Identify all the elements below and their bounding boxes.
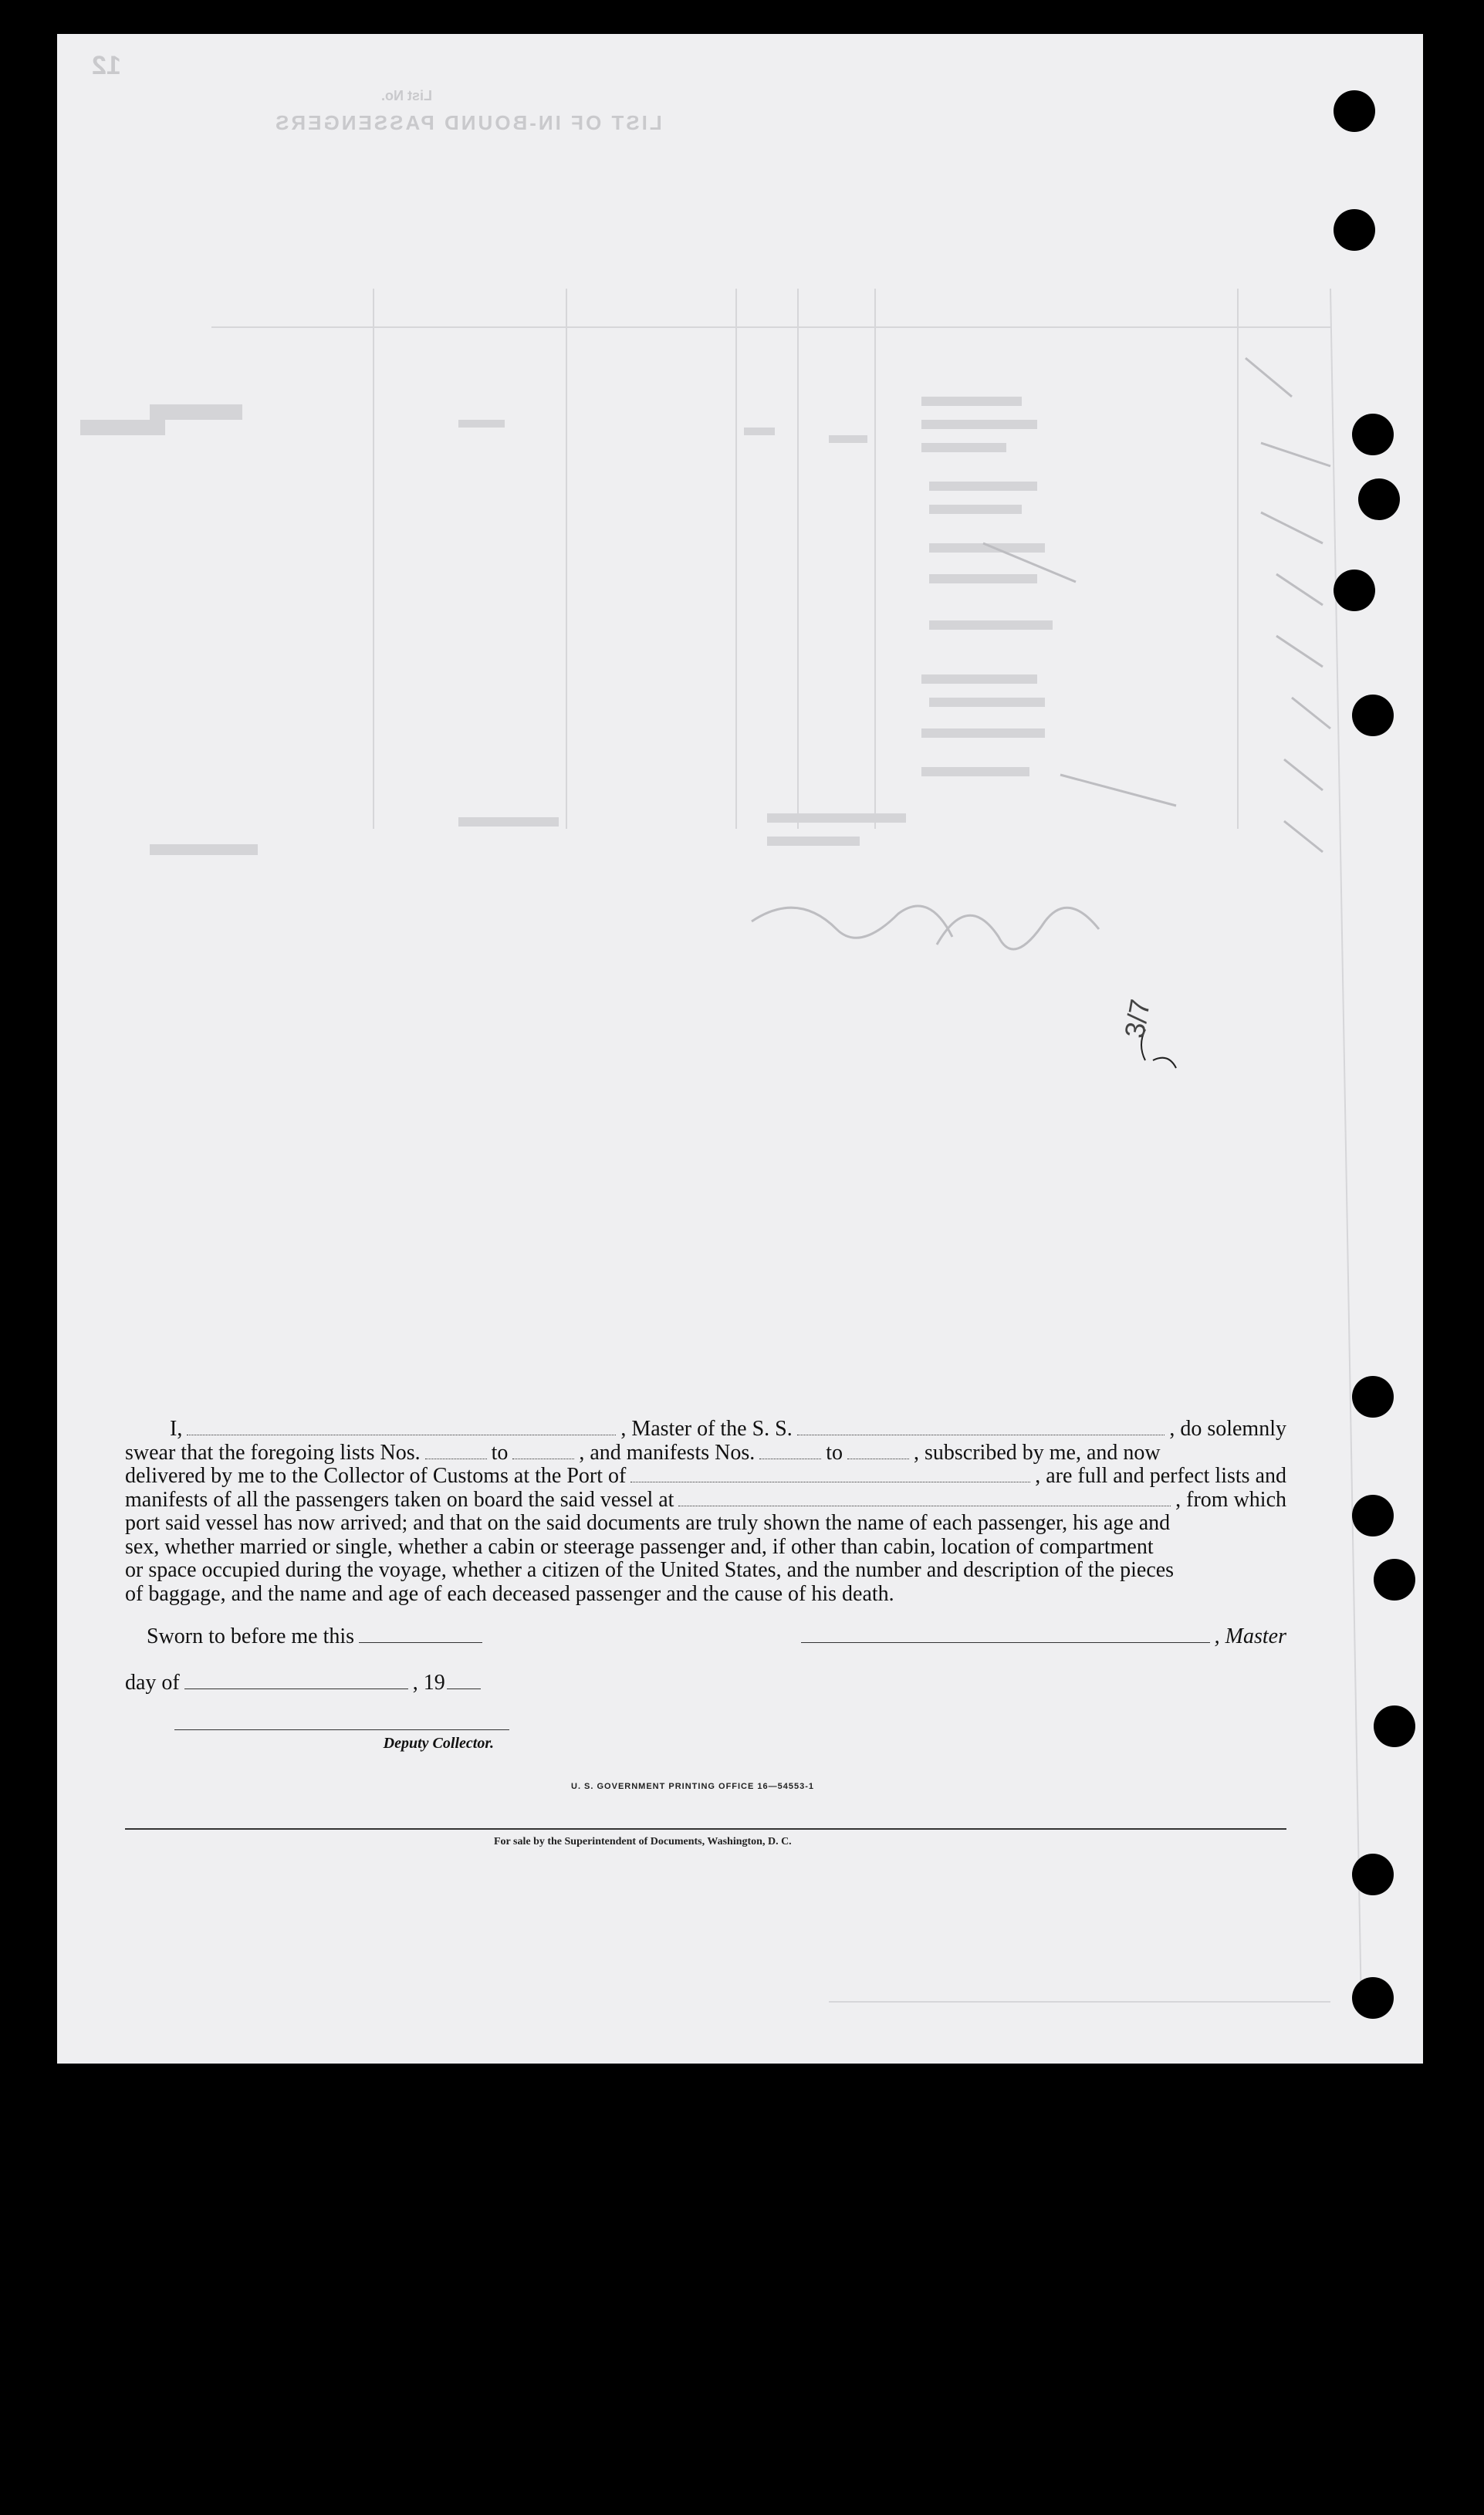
oath-text: to bbox=[826, 1440, 843, 1465]
punch-hole bbox=[1352, 1376, 1394, 1418]
day-row bbox=[125, 1671, 485, 1695]
bleed-through-layer bbox=[57, 34, 1423, 2064]
lists-to-blank bbox=[512, 1445, 574, 1459]
punch-hole bbox=[1352, 414, 1394, 455]
departure-port-blank bbox=[678, 1492, 1171, 1506]
oath-text: delivered by me to the Collector of Customs at the Port of bbox=[125, 1464, 627, 1488]
oath-line bbox=[125, 1559, 1286, 1583]
punch-hole bbox=[1374, 1705, 1415, 1747]
punch-hole bbox=[1334, 90, 1375, 132]
master-oath bbox=[125, 1418, 1286, 1606]
master-name-blank bbox=[187, 1421, 616, 1435]
manifests-from-blank bbox=[759, 1445, 821, 1459]
year-blank bbox=[447, 1676, 481, 1689]
for-sale-notice: For sale by the Superintendent of Documents, Washington, D. C. bbox=[494, 1836, 792, 1847]
printing-office-imprint: U. S. GOVERNMENT PRINTING OFFICE 16—54553-1 bbox=[571, 1782, 815, 1791]
punch-hole bbox=[1352, 1977, 1394, 2019]
punch-hole bbox=[1352, 1495, 1394, 1536]
year-label: , 19 bbox=[412, 1671, 445, 1695]
oath-line bbox=[125, 1536, 1286, 1560]
oath-line bbox=[125, 1583, 1286, 1607]
oath-text: manifests of all the passengers taken on board the said vessel at bbox=[125, 1487, 674, 1512]
sworn-day-blank bbox=[359, 1630, 482, 1643]
oath-text: or space occupied during the voyage, whether a citizen of the United States, and the number and description of the pieces bbox=[125, 1558, 1175, 1582]
document-page bbox=[57, 34, 1423, 2064]
lists-from-blank bbox=[425, 1445, 487, 1459]
port-blank bbox=[630, 1468, 1030, 1482]
punch-hole bbox=[1374, 1559, 1415, 1601]
oath-text: sex, whether married or single, whether a cabin or steerage passenger and, if other than cabin, location of compartment bbox=[125, 1534, 1154, 1559]
margin-note: 3/7 bbox=[1117, 996, 1157, 1041]
sworn-row bbox=[147, 1624, 1286, 1649]
oath-text: , Master of the S. S. bbox=[620, 1417, 793, 1441]
ghost-list-no: List No. bbox=[381, 88, 432, 103]
ghost-form-title: LIST OF IN-BOUND PASSENGERS bbox=[273, 111, 662, 134]
oath-text: to bbox=[491, 1440, 509, 1465]
oath-line bbox=[125, 1489, 1286, 1513]
ghost-page-number: 12 bbox=[92, 51, 121, 80]
oath-line bbox=[125, 1512, 1286, 1536]
oath-text: of baggage, and the name and age of each deceased passenger and the cause of his death. bbox=[125, 1581, 894, 1606]
oath-text: I, bbox=[170, 1417, 183, 1441]
sworn-label: Sworn to before me this bbox=[147, 1624, 355, 1648]
punch-hole bbox=[1358, 478, 1400, 520]
deputy-signature-line bbox=[174, 1729, 509, 1730]
deputy-collector-label: Deputy Collector. bbox=[383, 1735, 494, 1752]
oath-line bbox=[125, 1442, 1286, 1465]
footer-rule bbox=[125, 1828, 1286, 1830]
month-blank bbox=[184, 1676, 408, 1689]
punch-hole bbox=[1352, 695, 1394, 736]
vessel-name-blank bbox=[797, 1421, 1165, 1435]
oath-text: , and manifests Nos. bbox=[579, 1440, 756, 1465]
master-signature-line bbox=[801, 1630, 1210, 1643]
punch-hole bbox=[1334, 570, 1375, 611]
oath-text: swear that the foregoing lists Nos. bbox=[125, 1440, 421, 1465]
oath-text: , from which bbox=[1175, 1487, 1286, 1512]
oath-text: port said vessel has now arrived; and that on the said documents are truly shown the name of each passenger, his age and bbox=[125, 1511, 1171, 1535]
oath-text: , are full and perfect lists and bbox=[1035, 1464, 1286, 1488]
punch-hole bbox=[1352, 1854, 1394, 1895]
punch-hole bbox=[1334, 209, 1375, 251]
master-label: , Master bbox=[1214, 1624, 1286, 1648]
oath-text: , subscribed by me, and now bbox=[914, 1440, 1161, 1465]
oath-line bbox=[125, 1418, 1286, 1442]
day-of-label: day of bbox=[125, 1671, 180, 1695]
manifests-to-blank bbox=[847, 1445, 909, 1459]
oath-line bbox=[125, 1465, 1286, 1489]
oath-text: , do solemnly bbox=[1169, 1417, 1286, 1441]
